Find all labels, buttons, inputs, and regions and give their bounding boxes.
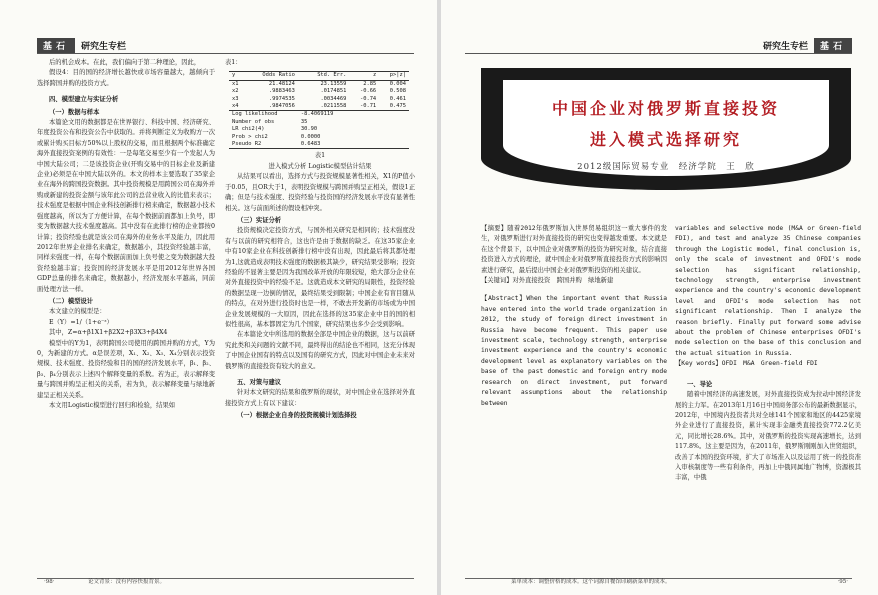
table-cell: p>|z| [379, 72, 409, 80]
table-cell: 0.461 [389, 95, 406, 102]
table-cell: y [229, 72, 246, 80]
table-cell: .0211558 [298, 103, 350, 111]
intro-section [675, 380, 861, 484]
table-cell: -0.66 [359, 88, 377, 95]
paragraph: 本文用Logistic模型进行回归和检验，结果如 [49, 402, 176, 409]
table-row [229, 88, 409, 95]
table-stat-row [229, 119, 409, 126]
table-cell: Number of obs [232, 118, 275, 125]
table-cell: .9883463 [268, 88, 295, 95]
table-cell: LR chi2(4) [232, 126, 265, 133]
table-cell [349, 141, 409, 149]
table-title: 表1 [314, 152, 326, 160]
paragraph: 其中，Z=α+β1X1+β2X2+β3X3+β4X4 [49, 329, 168, 337]
table-cell [349, 111, 409, 119]
left-column-2-text [225, 172, 415, 421]
right-column-2 [675, 224, 861, 484]
table-cell [349, 126, 409, 133]
table-cell: .0174851 [320, 88, 347, 95]
table-cell: x3 [232, 95, 239, 102]
table-stat-row [229, 141, 409, 149]
table-cell: z [349, 72, 379, 80]
right-column-1 [481, 224, 667, 409]
table-cell: Std. Err. [298, 72, 350, 80]
header-rule [465, 53, 852, 54]
paragraph: 本篇论文用的数据都是在世界银行、科技中国、经济研究、年度投资公布和投资公告中获取的。并将判断定义为收购方一次或累计购买目标方50%以上股权的交易，而且根据两个标准确定海外直接投资案例的有效性：一是每笔交易至少有一个发起人为中国大陆公司；二是该投资企业(开购交易中的目标企业及新建企业)必须是在中国大陆以外的。本文的样本主要选取了35家企业在海外的跨国投资数据。其中投资规模是用跨国公司在海外并购或新建的投资金额与该年此公司的总营业收入的比值来表示；技术强度是根据中国企业科技创新排行榜来确定，数据越小技术强度越高，所以为了方便计算，在每个数据前面都加上负号，即变为数据越大技术强度越高。其中没有在此排行榜的企业都按0计算；投资经验也就是该公司在海外的业务水平及能力，因此用2012年世界企业排名来确定，数据越小，其投资经验越丰富，同样来强度一样，在每个数据前面加上负号使之变为数据越大投资经验越丰富；投资国的经济发展水平是用2012年世界各国GDP总量的排名来确定，数据越小，经济发展水平越高，同前面处理方法一样。 [37, 119, 215, 293]
paragraph: 本文建立的模型是： [49, 308, 106, 316]
paragraph: 在本篇论文中所选用的数据全部是中国企业的数据，这与以前研究此类和关问题的文献不同，最终得出的结论也不相同，这充分体现了中国企业国有的特点以及国有的研究方式，因此对中国企业未来对俄罗斯的直接投资有较大的意义。 [225, 331, 415, 370]
header-section: 研究生专栏 [81, 41, 127, 52]
table-subtitle: 进入模式分析 Logistic模型估计结果 [268, 162, 372, 170]
keywords-en: 【Key words】OFDI M&A Green-field FDI [675, 360, 818, 368]
paragraph: 投资规模决定投资方式，与国外相关研究是相同的；技术强度没有与以前的研究相符合，这也许是由于数据的缺乏。在这35家企业中有10家企业在科技创新排行榜中没有出现，因此最后将其都处理为1,这就造成表明技术强度的数据极其缺少，研究结果受影响；投资经验的不显著主要是因为我国改革开放的年限较短，绝大部分企业在对外直接投资中的经验不足。这就造成本文研究的局限性，投资经验的数据呈现一边倒的情况，最终结果受到限制；中国企业有盲目随从的特点，在对外进行投资时也是一样，不敢去开发新的市场或为中国企业发展规模的一大原因，因此在选择的这35家企业中目的国的相似性很高，基本都固定为几个国家，研究结果也多少会受到影响。 [225, 227, 415, 328]
table-cell: 0.004 [389, 80, 406, 87]
table-cell: Prob > chi2 [232, 133, 268, 140]
paragraph: 模型中的Y为1，表明跨国公司使用的跨国并购的方式，Y为0，为新建的方式。α是误差项，X₁、X₂、X₃、X₄分别表示投资规模、技术强度、投资经验和目的国的经济发展水平，β₁、β₂、β₃、β₄分别表示上述四个解释变量的系数。若为正，表示解释变量与跨国并购呈正相关的关系，若为负，表示解释变量与绿地新建呈正相关关系。 [37, 339, 215, 399]
table-cell: .0034469 [320, 95, 347, 102]
table-cell: x1 [232, 80, 239, 87]
abstract-cn: 【摘要】随着2012年俄罗斯加入世界贸易组织这一重大事件的发生，对俄罗斯进行对外直接投资的研究也变得越发重要。本文就是在这个背景下，以中国企业对俄罗斯的投资为研究对象，结合直接投资进入方式的理论，就中国企业对俄罗斯直接投资方式的影响因素进行研究，最后提出中国企业对俄罗斯投资的相关建议。 [481, 225, 667, 274]
table-cell [349, 134, 409, 141]
table-header-row [229, 72, 409, 80]
table-cell: 23.13559 [320, 80, 347, 87]
intro-heading: 一、导论 [687, 380, 713, 388]
abstract-en-part-1: 【Abstract】When the important event that Russia have entered into the world trade organization in 2012, the study of foreign direct investment in Russia have become frequent. This paper use investment scale, technology strength, enterprise investment experience and the country's economic development level as explanatory variables on the base of the past domestic and foreign entry mode research on direct investment, put forward relevant assumptions about the relationship between [481, 295, 667, 407]
table-cell: Odds Ratio [246, 72, 298, 80]
table-cell: Log likelihood [232, 111, 278, 118]
section-heading: 五、对策与建议 [237, 379, 282, 386]
footer-note: 菜单成本：调整价格的成本。这个词源自餐馆印刷新菜单的成本。 [511, 579, 671, 585]
article-title-line-2: 进入模式选择研究 [589, 130, 742, 149]
paragraph: E（Y）=1/（1+e⁻ᶻ） [49, 318, 113, 326]
table-cell: -0.74 [359, 95, 377, 102]
table-cell: 2.85 [363, 80, 377, 87]
table-row [229, 80, 409, 88]
table-cell: -0.71 [349, 103, 379, 111]
table-cell [349, 119, 409, 126]
abstract-en-part-2: variables and selective mode (M&A or Green-field FDI), and test and analyze 35 Chinese companies through the Logistic model, final conclusion is, only the scale of investment and OFDI's mode selection has significant relationship, technology strength, enterprise investment experience and the country's economic development level and OFDI's mode selection has not significant relationship. Then I analyze the reason briefly. Finally put forward some advise about the problem of Chinese enterprises OFDI's mode selection on the base of this conclusion and the actual situation in Russia. [675, 225, 861, 357]
right-page [441, 0, 878, 595]
section-heading: （一）数据与样本 [49, 108, 100, 116]
abstract-en-continued [675, 224, 861, 370]
table-cell: 0.6483 [298, 141, 350, 149]
table-cell: 0.0000 [300, 133, 321, 140]
regression-table [229, 71, 409, 149]
table-cell: .9847056 [246, 103, 298, 111]
table-cell: 30.90 [300, 126, 318, 133]
left-column-1 [37, 58, 215, 411]
footer-note: 论文背景：没有内容快报背景。 [88, 579, 166, 585]
footer-page-number: ·95· [837, 579, 848, 585]
left-page [0, 0, 437, 595]
table-cell: .9974535 [268, 95, 295, 102]
table-cell: Pseudo R2 [229, 141, 298, 149]
table-cell: x2 [232, 88, 239, 95]
table-cell: -8.4069119 [300, 111, 334, 118]
section-heading: （一）根据企业自身的投资规模计划选择投 [237, 412, 357, 420]
article-title-line-1: 中国企业对俄罗斯直接投资 [551, 99, 780, 118]
header-rule [37, 53, 414, 54]
table-cell: 0.475 [379, 103, 409, 111]
table-cell: 35 [300, 118, 308, 125]
intro-text: 随着中国经济的高速发展，对外直接投资成为拉动中国经济发展的主力军。在2013年1月16日中国商务部公布的最新数据显示，2012年，中国境内投资者共对全球141个国家和地区的4425家境外企业进行了直接投资，累计实现非金融类直接投资772.2亿美元，同比增长28.6%。其中，对俄罗斯的投资实现高速增长，达到117.8%。这主要是因为，在2011年，俄罗斯刚刚加入世贸组织，改善了本国的投资环境，扩大了市场准入以及运用了统一的投资准入审核制度等一些有利条件，再加上中俄同属地广物博，资源极其丰富，中俄 [675, 391, 861, 482]
paragraph: 从结果可以看出，选择方式与投资规模显著性相关，X1的P值小于0.05，且OR大于1，表明投资规模与跨国并购呈正相关，假设1正确；但是与技术强度、投资经验与投资国的经济发展水平没有显著性相关。这与前面所述的假设相冲突。 [225, 173, 415, 212]
keywords-cn: 【关键词】对外直接投资 跨国并购 绿地新建 [481, 277, 614, 285]
table-stat-row [229, 126, 409, 133]
title-banner [481, 68, 851, 190]
table-cell: 0.508 [389, 88, 406, 95]
table-cell: 21.48124 [268, 80, 295, 87]
paragraph: 假设4：目的国的经济增长越快或市场容量越大，越倾向于选择跨国并购的投资方式。 [37, 69, 215, 87]
header-box: 基石 [37, 38, 75, 53]
table-caption-top: 表1： [225, 59, 242, 66]
section-heading: （二）模型设计 [49, 297, 94, 305]
table-row [229, 96, 409, 103]
header-box: 基石 [814, 38, 852, 53]
table-row [229, 103, 409, 111]
section-heading: 四、模型建立与实证分析 [49, 96, 119, 104]
table-cell: x4 [229, 103, 246, 111]
article-byline: 2012级国际贸易专业 经济学院 王 欣 [577, 162, 755, 172]
section-heading: （三）实证分析 [237, 216, 282, 224]
footer-page-number: ·98· [44, 579, 55, 585]
title-banner-inner [503, 80, 829, 176]
right-page-header [757, 38, 852, 52]
header-section: 研究生专栏 [762, 41, 808, 52]
paragraph: 针对本文研究的结果和俄罗斯的现状，对中国企业在选择对外直接投资方式上有以下建议： [225, 389, 415, 407]
paragraph: 后的机会成本。在此，我们偏向于第二种理论，因此， [49, 59, 201, 66]
table-stat-row [229, 111, 409, 119]
table-stat-row [229, 134, 409, 141]
left-page-header [37, 38, 132, 52]
left-column-2 [225, 58, 415, 422]
